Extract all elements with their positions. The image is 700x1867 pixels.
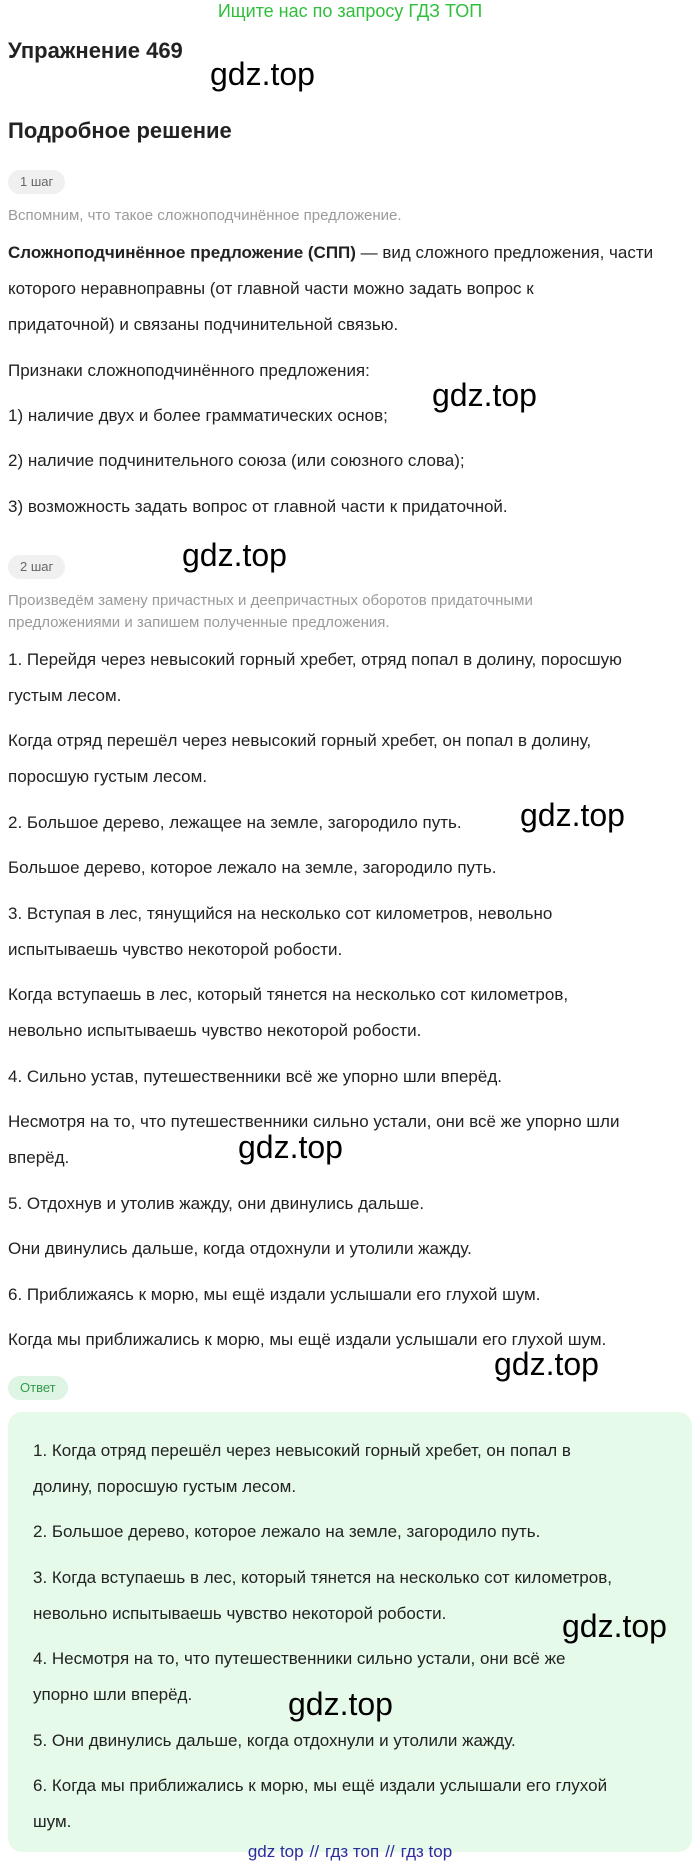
watermark: gdz.top bbox=[288, 1686, 393, 1722]
watermark: gdz.top bbox=[494, 1346, 599, 1382]
sentence-line: 2. Большое дерево, лежащее на земле, загородило путь. bbox=[8, 813, 462, 832]
answer-line: невольно испытываешь чувство некоторой робости. bbox=[33, 1604, 447, 1623]
signs-title: Признаки сложноподчинённого предложения: bbox=[8, 361, 370, 380]
watermark: gdz.top bbox=[182, 537, 287, 573]
sign-3: 3) возможность задать вопрос от главной части к придаточной. bbox=[8, 497, 508, 516]
sentence-line: поросшую густым лесом. bbox=[8, 767, 208, 786]
sentence-line: Когда отряд перешёл через невысокий горный хребет, он попал в долину, bbox=[8, 731, 592, 750]
sentence-line: 4. Сильно устав, путешественники всё же упорно шли вперёд. bbox=[8, 1067, 502, 1086]
answer-line: 3. Когда вступаешь в лес, который тянется на несколько сот километров, bbox=[33, 1568, 612, 1587]
sentence-line: 3. Вступая в лес, тянущийся на несколько сот километров, невольно bbox=[8, 904, 553, 923]
sentence-line: испытываешь чувство некоторой робости. bbox=[8, 940, 343, 959]
sentence-line: 1. Перейдя через невысокий горный хребет, отряд попал в долину, поросшую bbox=[8, 650, 622, 669]
sign-1: 1) наличие двух и более грамматических основ; bbox=[8, 406, 388, 425]
watermark: gdz.top bbox=[432, 377, 537, 413]
sentence-line: густым лесом. bbox=[8, 686, 122, 705]
answer-line: 4. Несмотря на то, что путешественники сильно устали, они всё же bbox=[33, 1649, 566, 1668]
answer-line: 1. Когда отряд перешёл через невысокий горный хребет, он попал в bbox=[33, 1441, 571, 1460]
sentence-line: 6. Приближаясь к морю, мы ещё издали услышали его глухой шум. bbox=[8, 1285, 541, 1304]
footer-link-1[interactable]: gdz top bbox=[247, 1842, 304, 1861]
answer-line: 6. Когда мы приближались к морю, мы ещё издали услышали его глухой bbox=[33, 1776, 608, 1795]
sign-2: 2) наличие подчинительного союза (или союзного слова); bbox=[8, 451, 465, 470]
sentence-line: вперёд. bbox=[8, 1148, 70, 1167]
footer-link-2[interactable]: гдз топ bbox=[325, 1842, 380, 1861]
answer-line: долину, поросшую густым лесом. bbox=[33, 1477, 297, 1496]
sentence-line: Они двинулись дальше, когда отдохнули и утолили жажду. bbox=[8, 1239, 472, 1258]
step-1-badge: 1 шаг bbox=[8, 170, 65, 194]
answer-line: 5. Они двинулись дальше, когда отдохнули и утолили жажду. bbox=[33, 1731, 516, 1750]
answer-badge: Ответ bbox=[8, 1376, 68, 1400]
step-2-hint-line-1: Произведём замену причастных и деепричастных оборотов придаточными bbox=[8, 592, 533, 609]
definition-line-2: которого неравноправны (от главной части можно задать вопрос к bbox=[8, 279, 534, 298]
top-banner: Ищите нас по запросу ГДЗ ТОП bbox=[217, 1, 483, 21]
sentence-line: Несмотря на то, что путешественники сильно устали, они всё же упорно шли bbox=[8, 1112, 620, 1131]
watermark: gdz.top bbox=[562, 1608, 667, 1644]
footer-separator: // bbox=[385, 1842, 395, 1861]
answer-line: 2. Большое дерево, которое лежало на земле, загородило путь. bbox=[33, 1522, 541, 1541]
definition-line-1 bbox=[8, 234, 688, 271]
sentence-line: Большое дерево, которое лежало на земле, загородило путь. bbox=[8, 858, 497, 877]
sentence-line: 5. Отдохнув и утолив жажду, они двинулись дальше. bbox=[8, 1194, 425, 1213]
footer-link-3[interactable]: гдз top bbox=[400, 1842, 453, 1861]
definition-rest: — вид сложного предложения, части bbox=[355, 243, 654, 262]
solution-title: Подробное решение bbox=[8, 118, 232, 143]
watermark: gdz.top bbox=[238, 1129, 343, 1165]
answer-line: упорно шли вперёд. bbox=[33, 1685, 193, 1704]
step-1-hint: Вспомним, что такое сложноподчинённое предложение. bbox=[8, 207, 402, 224]
definition-term: Сложноподчинённое предложение (СПП) bbox=[8, 243, 356, 262]
step-2-badge: 2 шаг bbox=[8, 555, 65, 579]
watermark: gdz.top bbox=[210, 56, 315, 92]
answer-line: шум. bbox=[33, 1812, 72, 1831]
definition-line-3: придаточной) и связаны подчинительной связью. bbox=[8, 315, 399, 334]
watermark: gdz.top bbox=[520, 797, 625, 833]
sentence-line: Когда вступаешь в лес, который тянется на несколько сот километров, bbox=[8, 985, 569, 1004]
footer-separator: // bbox=[309, 1842, 320, 1861]
sentence-line: невольно испытываешь чувство некоторой робости. bbox=[8, 1021, 422, 1040]
step-2-hint-line-2: предложениями и запишем полученные предложения. bbox=[8, 614, 390, 631]
exercise-title: Упражнение 469 bbox=[8, 38, 183, 63]
footer-links bbox=[0, 1840, 700, 1864]
sentence-line: Когда мы приближались к морю, мы ещё издали услышали его глухой шум. bbox=[8, 1330, 607, 1349]
